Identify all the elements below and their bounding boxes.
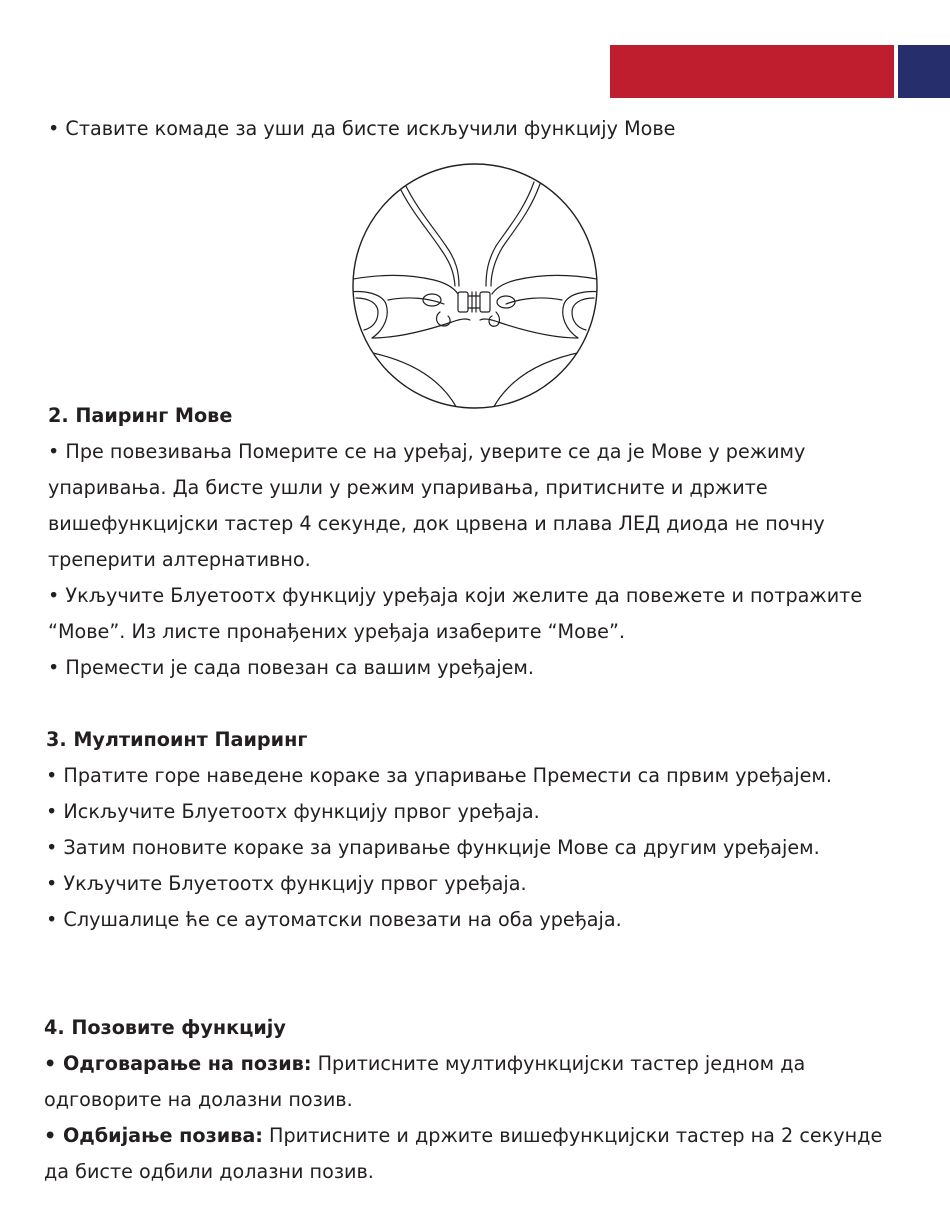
reject-call-text: Притисните и држите вишефункцијски тастер на 2 секунде [262, 1124, 883, 1147]
section-2-line: • Укључите Блуетоотх функцију уређаја који желите да повежете и потражите [48, 584, 863, 607]
section-2-line: треперити алтернативно. [48, 548, 311, 571]
section-2-line: • Пре повезивања Померите се на уређај, уверите се да је Мове у режиму [48, 440, 806, 463]
answer-call-text: Притисните мултифункцијски тастер једном да [311, 1052, 806, 1075]
section-2-line: “Мове”. Из листе пронађених уређаја изаберите “Мове”. [48, 620, 626, 643]
section-3-line: • Укључите Блуетоотх функцију првог уређаја. [46, 872, 527, 895]
section-3-line: • Слушалице ће се аутоматски повезати на оба уређаја. [46, 908, 622, 931]
section-2-line: • Премести је сада повезан са вашим уређајем. [48, 656, 534, 679]
earbuds-magnet-icon [348, 162, 602, 410]
section-3-line: • Затим поновите кораке за упаривање функције Мове са другим уређајем. [46, 836, 820, 859]
reject-call-continuation: да бисте одбили долазни позив. [44, 1160, 374, 1183]
header-red-bar [610, 45, 894, 98]
section-2-line: упаривања. Да бисте ушли у режим упаривања, притисните и држите [48, 476, 768, 499]
section-2-title: 2. Паиринг Мове [48, 404, 233, 427]
section-4-title: 4. Позовите функцију [44, 1016, 286, 1039]
intro-text: • Ставите комаде за уши да бисте искључили функцију Мове [48, 117, 676, 140]
header-blue-bar [898, 45, 950, 98]
reject-call-line [44, 1124, 882, 1148]
answer-call-label: • Одговарање на позив: [44, 1052, 312, 1075]
section-3-line: • Пратите горе наведене кораке за упаривање Премести са првим уређајем. [46, 764, 832, 787]
answer-call-line [44, 1052, 805, 1076]
answer-call-continuation: одговорите на долазни позив. [44, 1088, 353, 1111]
section-2-line: вишефункцијски тастер 4 секунде, док црвена и плава ЛЕД диода не почну [48, 512, 825, 535]
section-3-title: 3. Мултипоинт Паиринг [46, 728, 308, 751]
reject-call-label: • Одбијање позива: [44, 1124, 263, 1147]
section-3-line: • Искључите Блуетоотх функцију првог уређаја. [46, 800, 540, 823]
